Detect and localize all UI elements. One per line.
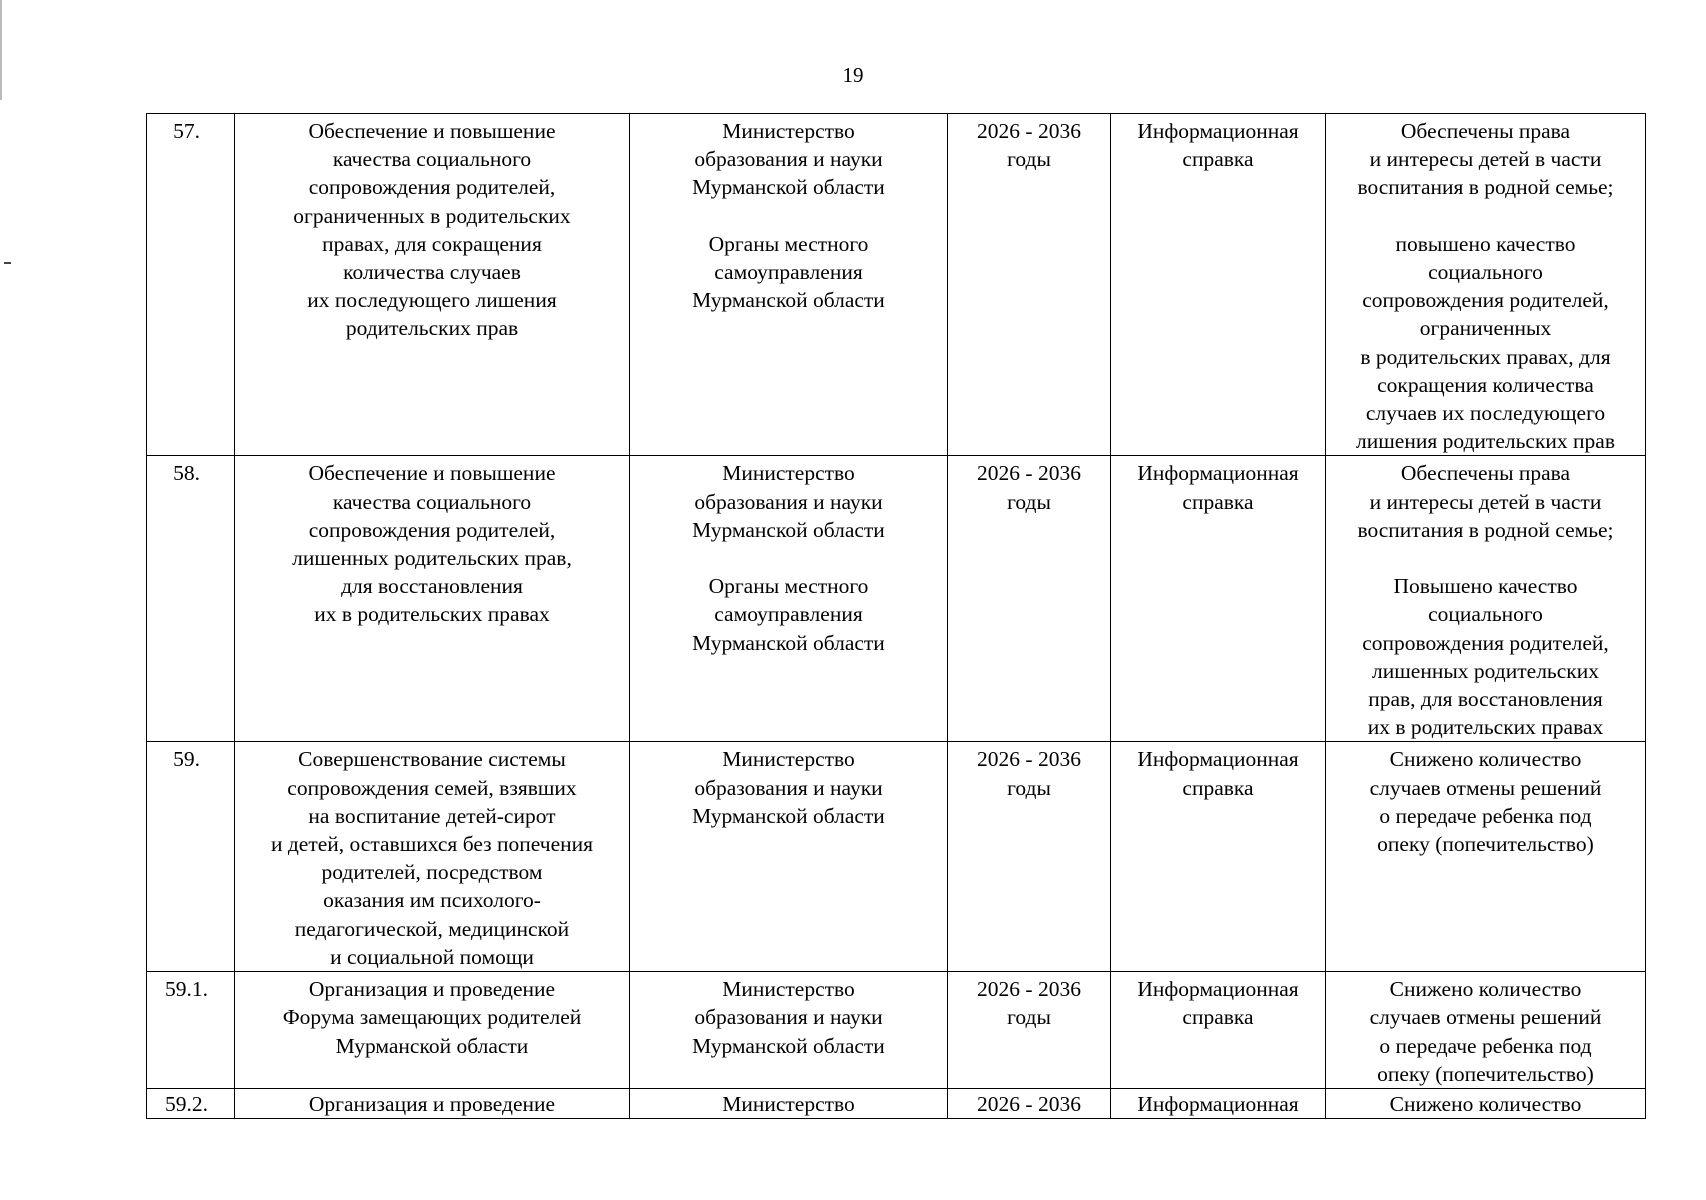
measure-cell: Обеспечение и повышение качества социального сопровождения родителей, ограниченных в родительских правах, для сокращения количества случаев их последующего лишения родительских прав xyxy=(235,114,630,456)
executor-cell: Министерство образования и науки Мурманской области Органы местного самоуправления Мурманской области xyxy=(630,114,948,456)
executor-cell: Министерство образования и науки Мурманской области Органы местного самоуправления Мурманской области xyxy=(630,456,948,742)
measure-cell: Обеспечение и повышение качества социального сопровождения родителей, лишенных родительских прав, для восстановления их в родительских правах xyxy=(235,456,630,742)
item-number: 59. xyxy=(147,742,235,972)
page-number: 19 xyxy=(842,63,864,87)
period-cell: 2026 - 2036 годы xyxy=(948,742,1111,972)
item-number: 59.1. xyxy=(147,972,235,1089)
report-form-cell: Информационная справка xyxy=(1111,972,1326,1089)
table-row xyxy=(147,1089,1646,1119)
item-number: 57. xyxy=(147,114,235,456)
item-number: 58. xyxy=(147,456,235,742)
executor-cell: Министерство образования и науки Мурманской области xyxy=(630,742,948,972)
table-row xyxy=(147,456,1646,742)
report-form-cell: Информационная xyxy=(1111,1089,1326,1119)
period-cell: 2026 - 2036 xyxy=(948,1089,1111,1119)
measure-cell: Совершенствование системы сопровождения семей, взявших на воспитание детей-сирот и детей, оставшихся без попечения родителей, посредством оказания им психолого- педагогической, медицинской и социальной помощи xyxy=(235,742,630,972)
result-cell: Обеспечены права и интересы детей в части воспитания в родной семье; Повышено качество социального сопровождения родителей, лишенных родительских прав, для восстановления их в родительских правах xyxy=(1326,456,1646,742)
measure-cell: Организация и проведение xyxy=(235,1089,630,1119)
period-cell: 2026 - 2036 годы xyxy=(948,114,1111,456)
report-form-cell: Информационная справка xyxy=(1111,114,1326,456)
result-cell: Снижено количество случаев отмены решений о передаче ребенка под опеку (попечительство) xyxy=(1326,972,1646,1089)
result-cell: Снижено количество xyxy=(1326,1089,1646,1119)
measure-cell: Организация и проведение Форума замещающих родителей Мурманской области xyxy=(235,972,630,1089)
period-cell: 2026 - 2036 годы xyxy=(948,456,1111,742)
table-row xyxy=(147,972,1646,1089)
scan-dash-mark xyxy=(4,262,11,264)
result-cell: Обеспечены права и интересы детей в части воспитания в родной семье; повышено качество социального сопровождения родителей, ограниченных в родительских правах, для сокращения количества случаев их последующего лишения родительских прав xyxy=(1326,114,1646,456)
measures-table xyxy=(146,113,1646,1119)
report-form-cell: Информационная справка xyxy=(1111,742,1326,972)
table-row xyxy=(147,742,1646,972)
report-form-cell: Информационная справка xyxy=(1111,456,1326,742)
result-cell: Снижено количество случаев отмены решений о передаче ребенка под опеку (попечительство) xyxy=(1326,742,1646,972)
period-cell: 2026 - 2036 годы xyxy=(948,972,1111,1089)
table-row xyxy=(147,114,1646,456)
executor-cell: Министерство xyxy=(630,1089,948,1119)
executor-cell: Министерство образования и науки Мурманской области xyxy=(630,972,948,1089)
item-number: 59.2. xyxy=(147,1089,235,1119)
